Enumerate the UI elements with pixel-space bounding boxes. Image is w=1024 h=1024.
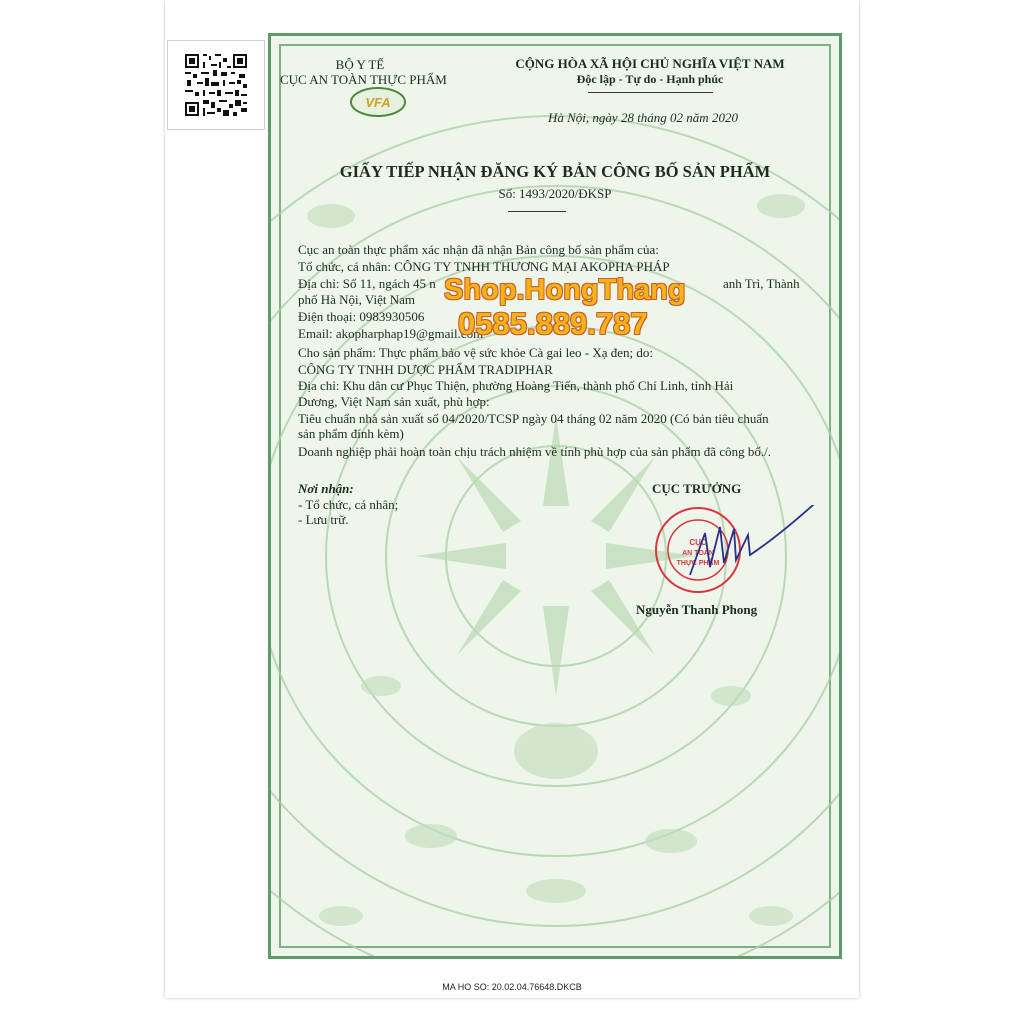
body-line: sản phẩm đính kèm): [298, 426, 404, 441]
body-line: anh Trì, Thành: [723, 276, 800, 291]
body-line: Cho sản phẩm: Thực phẩm bảo vệ sức khỏe Cà gai leo - Xạ đen; do:: [298, 345, 654, 360]
vfa-logo-text: VFA: [365, 95, 391, 110]
country-name: CỘNG HÒA XÃ HỘI CHỦ NGHĨA VIỆT NAM: [515, 56, 785, 71]
title-underline: [508, 211, 566, 212]
svg-text:CỤC: CỤC: [689, 538, 707, 547]
signer-title: CỤC TRƯỞNG: [652, 481, 742, 496]
signer-name: Nguyễn Thanh Phong: [636, 602, 758, 617]
issue-date: Hà Nội, ngày 28 tháng 02 năm 2020: [548, 110, 738, 125]
svg-text:AN TOÀN: AN TOÀN: [682, 550, 714, 557]
ministry-name: BỘ Y TẾ: [335, 57, 385, 72]
body-line: Email: akopharphap19@gmail.com: [298, 326, 484, 341]
file-code: MA HO SO: 20.02.04.76648.DKCB: [442, 982, 582, 992]
recipient-item: - Lưu trữ.: [298, 512, 349, 527]
shop-watermark-name: Shop.HongThang: [444, 274, 686, 306]
qr-code: [167, 40, 265, 130]
body-line: Tiêu chuẩn nhà sản xuất số 04/2020/TCSP ngày 04 tháng 02 năm 2020 (Có bản tiêu chuẩn: [298, 411, 769, 426]
body-line: Tổ chức, cá nhân: CÔNG TY TNHH THƯƠNG MẠI AKOPHA PHÁP: [298, 259, 670, 274]
recipient-item: - Tổ chức, cá nhân;: [298, 497, 399, 512]
handwritten-signature: [690, 505, 822, 575]
motto-underline: [588, 92, 713, 93]
document-title: GIẤY TIẾP NHẬN ĐĂNG KÝ BẢN CÔNG BỐ SẢN PHẨM: [339, 162, 771, 181]
svg-text:THỰC PHẨM: THỰC PHẨM: [676, 560, 720, 567]
body-line: Cục an toàn thực phẩm xác nhận đã nhận Bản công bố sản phẩm của:: [298, 242, 659, 257]
motto: Độc lập - Tự do - Hạnh phúc: [576, 72, 724, 86]
body-line: Doanh nghiệp phải hoàn toàn chịu trách nhiệm về tính phù hợp của sản phẩm đã công bố./.: [298, 444, 771, 459]
body-line: Địa chỉ: Khu dân cư Phục Thiện, phường Hoàng Tiến, thành phố Chí Linh, tỉnh Hải: [298, 378, 734, 393]
official-stamp-and-signature: [650, 505, 830, 600]
document-number: Số: 1493/2020/ĐKSP: [498, 186, 612, 201]
shop-watermark-phone: 0585.889.787: [458, 306, 648, 341]
body-line: phố Hà Nội, Việt Nam: [298, 292, 416, 307]
body-line: Địa chỉ: Số 11, ngách 45 n: [298, 276, 436, 291]
body-line: Dương, Việt Nam sản xuất, phù hợp:: [298, 394, 490, 409]
agency-name: CỤC AN TOÀN THỰC PHẨM: [280, 72, 447, 87]
body-line: CÔNG TY TNHH DƯỢC PHẨM TRADIPHAR: [298, 362, 553, 377]
recipients-heading: Nơi nhận:: [298, 481, 354, 496]
vfa-logo: [348, 80, 408, 120]
body-line: Điện thoại: 0983930506: [298, 309, 425, 324]
